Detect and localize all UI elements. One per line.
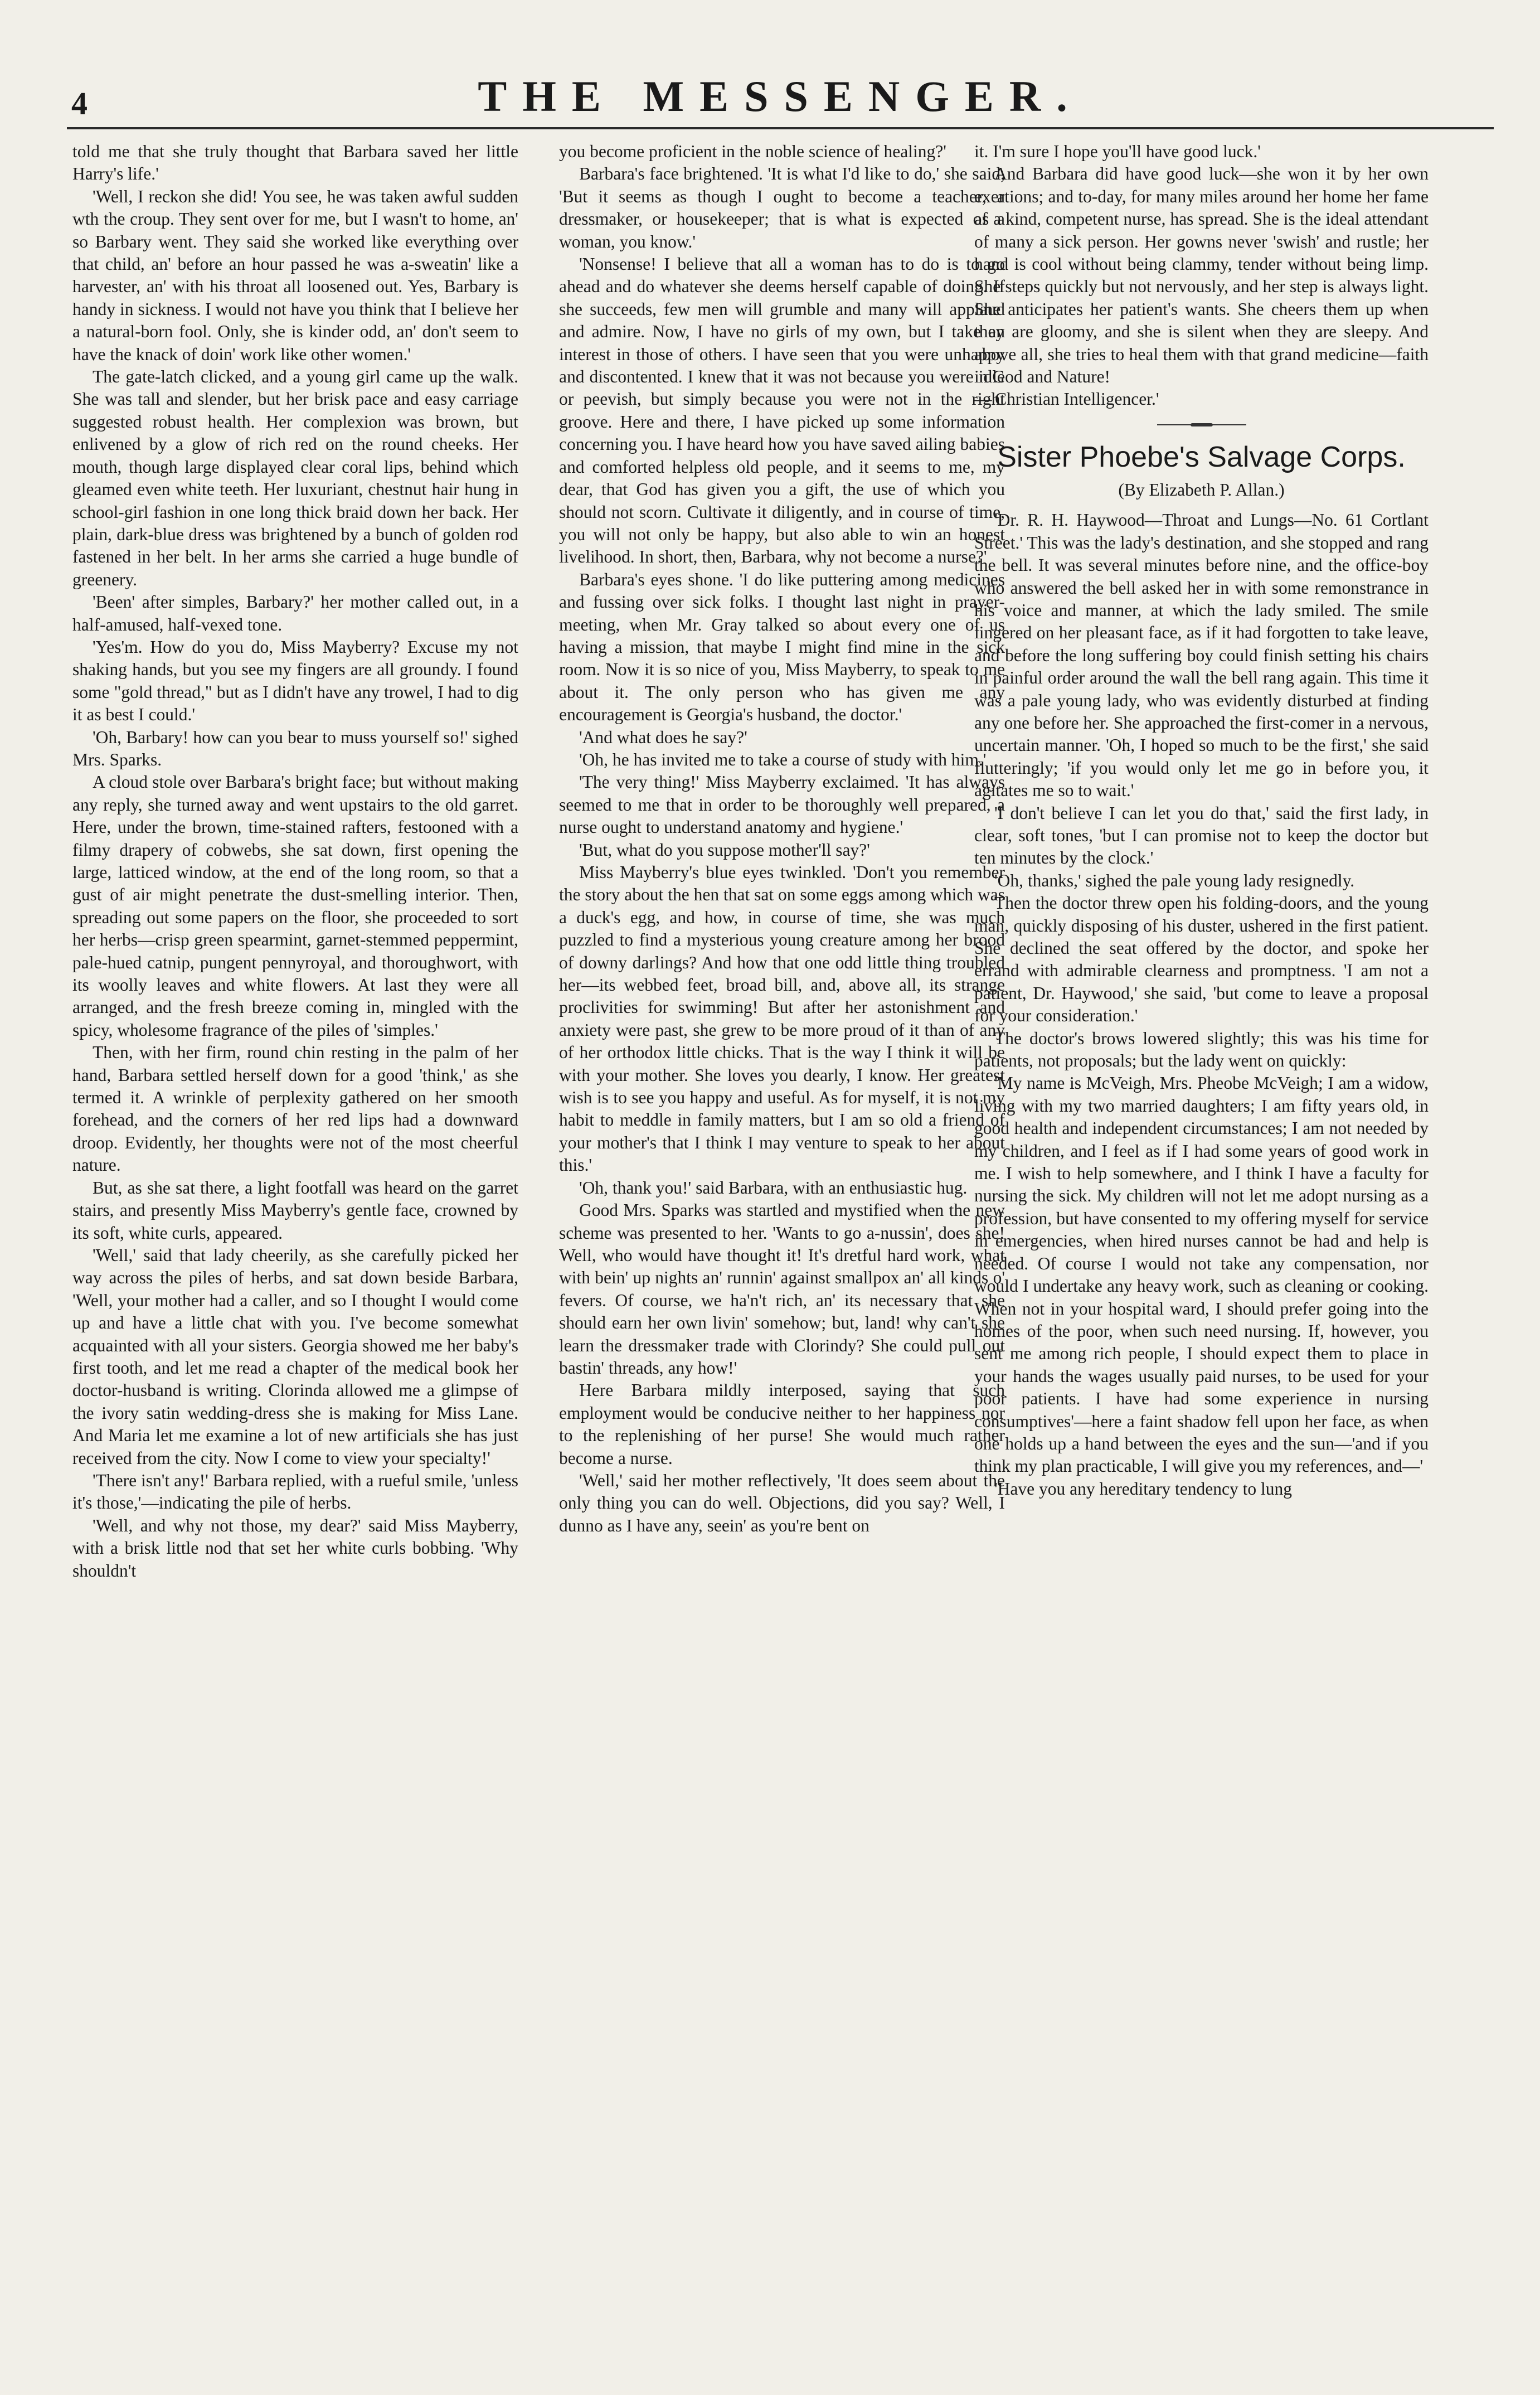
- paragraph: 'Well,' said that lady cheerily, as she carefully picked her way across the piles of herbs, and sat down beside Barbara, 'Well, your mother had a caller, and so I thought I would come up and have a little chat with you. I've become somewhat acquainted with all your sisters. Georgia showed me her baby's first tooth, and let me read a chapter of the medical book her doctor-husband is writing. Clorinda allowed me a glimpse of the ivory satin wedding-dress she is making for Miss Lane. And Maria let me examine a lot of new artificials she has just received from the city. Now I come to view your specialty!': [72, 1245, 518, 1468]
- paragraph: 'Well, I reckon she did! You see, he was taken awful sudden wth the croup. They sent over for me, but I wasn't to home, an' so Barbary went. They said she worked like everything over that child, an' before an hour passed he was a-sweatin' like a harvester, an' with his throat all loosened out. Yes, Barbary is handy in sickness. I would not have you think that I believe her a natural-born fool. Only, she is kinder odd, an' don't seem to have the knack of doin' work like other women.': [72, 186, 518, 364]
- paragraph: 'Oh, he has invited me to take a course of study with him.': [579, 749, 987, 769]
- paragraph: 'I don't believe I can let you do that,' said the first lady, in clear, soft tones, 'but I can promise not to keep the doctor but ten minutes by the clock.': [974, 803, 1429, 868]
- paragraph: told me that she truly thought that Barbara saved her little Harry's life.': [72, 142, 518, 184]
- column-3: [974, 140, 1429, 1500]
- paragraph: 'Oh, thanks,' sighed the pale young lady resignedly.: [994, 870, 1355, 890]
- masthead: [67, 66, 1494, 127]
- paragraph: Then, with her firm, round chin resting in the palm of her hand, Barbara settled herself down for a good 'think,' as she termed it. A wrinkle of perplexity gathered on her smooth forehead, and the corners of her red lips had a downward droop. Evidently, her thoughts were not of the most cheerful nature.: [72, 1043, 518, 1175]
- paragraph: 'And what does he say?': [579, 727, 747, 747]
- paragraph: 'Been' after simples, Barbary?' her mother called out, in a half-amused, half-vexed tone.: [72, 592, 518, 634]
- column-1: [72, 140, 518, 1582]
- masthead-rule: [67, 127, 1494, 129]
- paragraph: The gate-latch clicked, and a young girl came up the walk. She was tall and slender, but her brisk pace and easy carriage suggested robust health. Her complexion was brown, but enlivened by a glow of rich red on the round cheeks. Her mouth, though large displayed clear coral lips, behind which gleamed even white teeth. Her luxuriant, chestnut hair hung in school-girl fashion in one long thick braid down her back. Her plain, dark-blue dress was brightened by a bunch of golden rod fastened in her belt. In her arms she carried a huge bundle of greenery.: [72, 367, 518, 589]
- paragraph: Here Barbara mildly interposed, saying that such employment would be conducive neither to her happiness nor to the replenishing of her purse! She would much rather become a nurse.: [559, 1380, 1005, 1468]
- paragraph: A cloud stole over Barbara's bright face; but without making any reply, she turned away and went upstairs to the old garret. Here, under the brown, time-stained rafters, festooned with a filmy drapery of cobwebs, she sat down, first opening the large, latticed window, at the end of the long room, so that a gust of air might penetrate the dust-smelling interior. Then, spreading out some papers on the floor, she proceeded to sort her herbs—crisp green spearmint, garnet-stemmed peppermint, pale-hued catnip, pungent pennyroyal, and thoroughwort, with its woolly leaves and white flowers. At last they were all arranged, and the fresh breeze coming in, mingled with the spicy, wholesome fragrance of the piles of 'simples.': [72, 772, 518, 1040]
- paragraph: 'The very thing!' Miss Mayberry exclaimed. 'It has always seemed to me that in order to be thoroughly well prepared, a nurse ought to understand anatomy and hygiene.': [559, 772, 1005, 837]
- paragraph: The doctor's brows lowered slightly; this was his time for patients, not proposals; but the lady went on quickly:: [974, 1028, 1429, 1071]
- paragraph: Barbara's eyes shone. 'I do like puttering among medicines and fussing over sick folks. I thought last night in prayer-meeting, when Mr. Gray talked so about every one of us having a mission, that maybe I might find mine in the sick room. Now it is so nice of you, Miss Mayberry, to speak to me about it. The only person who has given me any encouragement is Georgia's husband, the doctor.': [559, 569, 1005, 725]
- paragraph: it. I'm sure I hope you'll have good luck.': [974, 142, 1261, 161]
- paragraph: you become proficient in the noble science of healing?': [559, 142, 946, 161]
- paragraph: 'Dr. R. H. Haywood—Throat and Lungs—No. 61 Cortlant Street.' This was the lady's destination, and she stopped and rang the bell. It was several minutes before nine, and the office-boy who answered the bell asked her in with some remonstrance in his voice and manner, at which the lady smiled. The smile lingered on her pleasant face, as if it had forgotten to take leave, and before the long suffering boy could finish setting his chairs in painful order around the wall the bell rang again. This time it was a pale young lady, who was evidently disturbed at finding any one before her. She approached the first-comer in a nervous, uncertain manner. 'Oh, I hoped so much to be the first,' she said flutteringly; 'if you would only let me go in before you, it agitates me so to wait.': [974, 510, 1429, 801]
- newspaper-title: THE MESSENGER.: [478, 72, 1083, 120]
- article-title: Sister Phoebe's Salvage Corps.: [997, 440, 1406, 473]
- paragraph: 'My name is McVeigh, Mrs. Pheobe McVeigh; I am a widow, living with my two married daughters; I am fifty years old, in good health and independent circumstances; I am not needed by my children, and I feel as if I had some years of good work in me. I wish to help somewhere, and I think I have a faculty for nursing the sick. My children will not let me adopt nursing as a profession, but have consented to my offering myself for service in emergencies, when hired nurses cannot be had and help is needed. Of course I would not take any compensation, nor would I undertake any heavy work, such as cleaning or cooking. When not in your hospital ward, I should prefer going into the homes of the poor, when such need nursing. If, however, you sent me among rich people, I should expect them to place in your hands the wages usually paid nurses, to be used for your poor patients. I have had some experience in nursing consumptives'—here a faint shadow fell upon her face, as when one holds up a hand between the eyes and the sun—'and if you think my plan practicable, I will give you my references, and—': [974, 1073, 1429, 1476]
- byline: (By Elizabeth P. Allan.): [1118, 479, 1285, 500]
- ornamental-divider: [1157, 423, 1246, 426]
- source-credit: —'Christian Intelligencer.': [974, 389, 1159, 409]
- paragraph: 'Have you any hereditary tendency to lung: [994, 1478, 1292, 1499]
- paragraph: 'Well,' said her mother reflectively, 'It does seem about the only thing you can do well. Objections, did you say? Well, I dunno as I have any, seein' as you're bent on: [559, 1470, 1005, 1535]
- paragraph: But, as she sat there, a light footfall was heard on the garret stairs, and presently Miss Mayberry's gentle face, crowned by its soft, white curls, appeared.: [72, 1177, 518, 1243]
- paragraph: And Barbara did have good luck—she won it by her own exertions; and to-day, for many miles around her home her fame as a kind, competent nurse, has spread. She is the ideal attendant of many a sick person. Her gowns never 'swish' and rustle; her hand is cool without being clammy, tender without being limp. She steps quickly but not nervously, and her step is always light. She anticipates her patient's wants. She cheers them up when they are gloomy, and she is silent when they are sleepy. And above all, she tries to heal them with that grand medicine—faith in God and Nature!: [974, 164, 1429, 387]
- paragraph: 'But, what do you suppose mother'll say?': [579, 840, 870, 860]
- paragraph: 'Oh, thank you!' said Barbara, with an enthusiastic hug.: [579, 1177, 968, 1198]
- paragraph: 'Well, and why not those, my dear?' said Miss Mayberry, with a brisk little nod that set her white curls bobbing. 'Why shouldn't: [72, 1515, 518, 1580]
- paragraph: 'Yes'm. How do you do, Miss Mayberry? Excuse my not shaking hands, but you see my fingers are all groundy. I found some "gold thread," but as I didn't have any trowel, I had to dig it as best I could.': [72, 637, 518, 725]
- paragraph: 'There isn't any!' Barbara replied, with a rueful smile, 'unless it's those,'—indicating the pile of herbs.: [72, 1470, 518, 1513]
- paragraph: Barbara's face brightened. 'It is what I'd like to do,' she said, 'But it seems as though I ought to become a teacher, a dressmaker, or housekeeper; that is what is expected of a woman, you know.': [559, 164, 1005, 251]
- paragraph: 'Oh, Barbary! how can you bear to muss yourself so!' sighed Mrs. Sparks.: [72, 727, 518, 769]
- paragraph: Then the doctor threw open his folding-doors, and the young man, quickly disposing of his duster, ushered in the first patient. She declined the seat offered by the doctor, and spoke her errand with admirable clearness and promptness. 'I am not a patient, Dr. Haywood,' she said, 'but come to leave a proposal for your consideration.': [974, 893, 1429, 1026]
- page-number: 4: [71, 85, 88, 122]
- paragraph: 'Nonsense! I believe that all a woman has to do is to go ahead and do whatever she deems herself capable of doing. If she succeeds, few men will grumble and many will applaud and admire. Now, I have no girls of my own, but I take an interest in those of others. I have seen that you were unhappy and discontented. I knew that it was not because you were idle or peevish, but simply because you were not in the right groove. Here and there, I have picked up some information concerning you. I have heard how you have saved ailing babies and comforted helpless old people, and it seems to me, my dear, that God has given you a gift, the use of which you should not scorn. Cultivate it diligently, and in course of time, you will not only be happy, but also able to win an honest livelihood. In short, then, Barbara, why not become a nurse?': [559, 254, 1005, 567]
- paragraph: Miss Mayberry's blue eyes twinkled. 'Don't you remember the story about the hen that sat on some eggs among which was a duck's egg, and how, in course of time, she was much puzzled to find a mysterious young creature among her brood of downy darlings? And how that one odd little thing troubled her—its webbed feet, broad bill, and, above all, its strange proclivities for swimming! But after her astonishment and anxiety were past, she grew to be more proud of it than of any of her orthodox little chicks. That is the way I think it will be with your mother. She loves you dearly, I know. Her greatest wish is to see you happy and useful. As for myself, it is not my habit to meddle in family matters, but I am so old a friend of your mother's that I think I may venture to speak to her about this.': [559, 862, 1005, 1175]
- column-2: [559, 140, 1005, 1537]
- paragraph: Good Mrs. Sparks was startled and mystified when the new scheme was presented to her. 'Wants to go a-nussin', does she! Well, who would have thought it! It's dretful hard work, what with bein' up nights an' runnin' against smallpox an' all kinds o' fevers. Of course, we ha'n't rich, an' its necessary that she should earn her own livin' somehow; but, land! why can't she learn the dressmaker trade with Clorindy? She could pull out bastin' threads, any how!': [559, 1200, 1005, 1378]
